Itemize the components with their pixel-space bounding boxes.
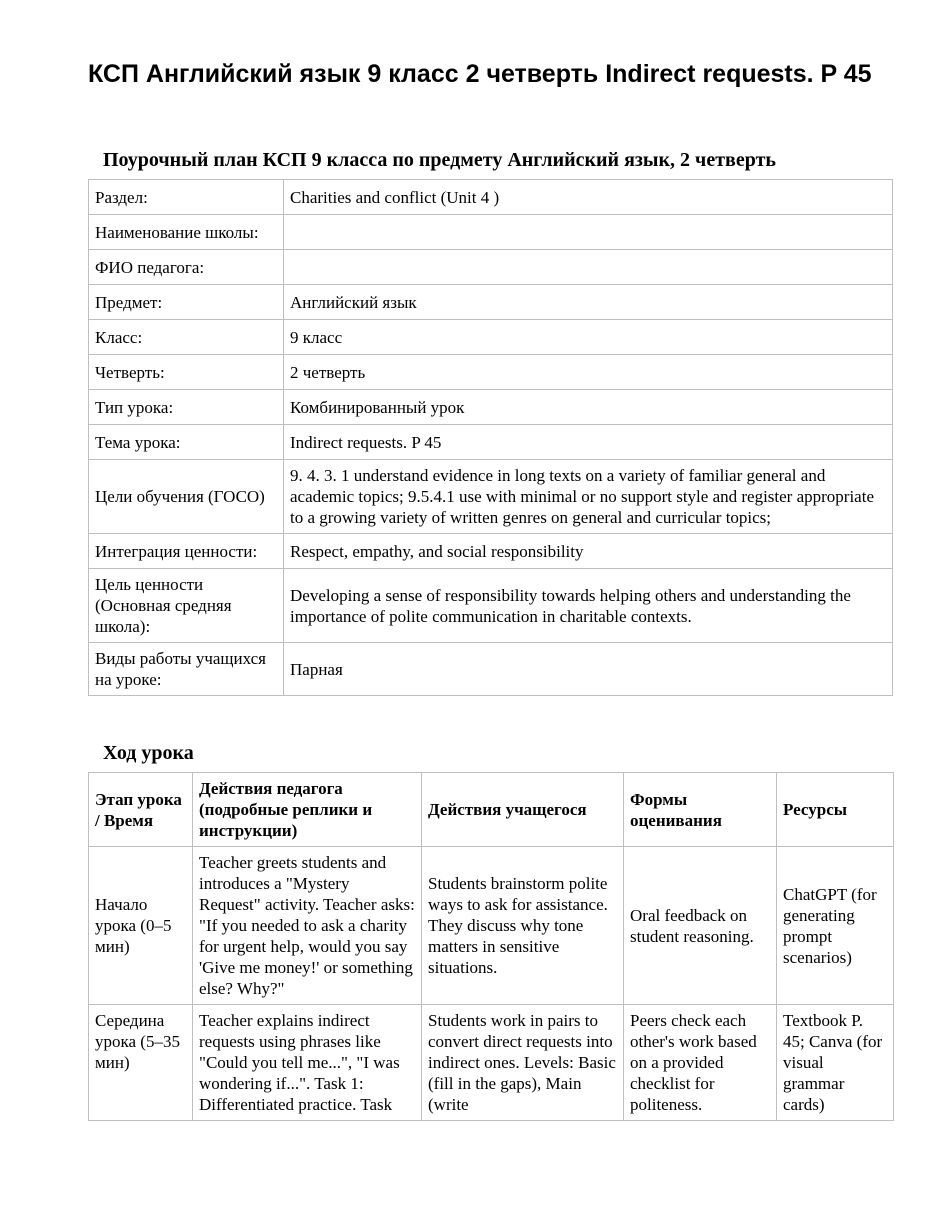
- info-label: Цель ценности (Основная средняя школа):: [89, 569, 284, 643]
- info-row: [89, 569, 893, 643]
- info-row: [89, 460, 893, 534]
- plan-heading: Поурочный план КСП 9 класса по предмету Английский язык, 2 четверть: [103, 149, 776, 171]
- info-value: Respect, empathy, and social responsibility: [284, 534, 893, 569]
- teacher-actions-cell: Teacher greets students and introduces a "Mystery Request" activity. Teacher asks: "If you needed to ask a charity for urgent help, would you say 'Give me money!' or something else? Why?": [193, 847, 422, 1005]
- info-value: [284, 215, 893, 250]
- table-header-row: [89, 773, 894, 847]
- info-value: 9. 4. 3. 1 understand evidence in long texts on a variety of familiar general and academic topics; 9.5.4.1 use with minimal or no support style and register appropriate to a growing variety of written genres on general and curricular topics;: [284, 460, 893, 534]
- table-row: [89, 1005, 894, 1121]
- lesson-info-table: [88, 179, 893, 696]
- column-header-student-actions: Действия учащегося: [422, 773, 624, 847]
- info-value: Парная: [284, 643, 893, 696]
- info-row: [89, 534, 893, 569]
- info-label: Наименование школы:: [89, 215, 284, 250]
- info-label: Интеграция ценности:: [89, 534, 284, 569]
- info-row: [89, 643, 893, 696]
- info-row: [89, 285, 893, 320]
- info-value: Английский язык: [284, 285, 893, 320]
- column-header-resources: Ресурсы: [777, 773, 894, 847]
- info-row: [89, 390, 893, 425]
- table-row: [89, 847, 894, 1005]
- lesson-progress-table: [88, 772, 894, 1121]
- info-value: Charities and conflict (Unit 4 ): [284, 180, 893, 215]
- lesson-progress-heading: Ход урока: [103, 742, 194, 764]
- assessment-cell: Peers check each other's work based on a provided checklist for politeness.: [624, 1005, 777, 1121]
- info-row: [89, 355, 893, 390]
- info-label: Виды работы учащихся на уроке:: [89, 643, 284, 696]
- info-label: ФИО педагога:: [89, 250, 284, 285]
- resources-cell: ChatGPT (for generating prompt scenarios): [777, 847, 894, 1005]
- column-header-assessment: Формы оценивания: [624, 773, 777, 847]
- info-row: [89, 215, 893, 250]
- info-value: Комбинированный урок: [284, 390, 893, 425]
- info-row: [89, 320, 893, 355]
- column-header-stage: Этап урока / Время: [89, 773, 193, 847]
- info-label: Раздел:: [89, 180, 284, 215]
- info-label: Четверть:: [89, 355, 284, 390]
- info-value: 2 четверть: [284, 355, 893, 390]
- resources-cell: Textbook P. 45; Canva (for visual grammar cards): [777, 1005, 894, 1121]
- info-row: [89, 250, 893, 285]
- stage-cell: Начало урока (0–5 мин): [89, 847, 193, 1005]
- document-title: КСП Английский язык 9 класс 2 четверть Indirect requests. P 45: [88, 60, 872, 88]
- column-header-teacher-actions: Действия педагога (подробные реплики и инструкции): [193, 773, 422, 847]
- info-value: [284, 250, 893, 285]
- info-label: Тип урока:: [89, 390, 284, 425]
- student-actions-cell: Students brainstorm polite ways to ask for assistance. They discuss why tone matters in sensitive situations.: [422, 847, 624, 1005]
- stage-cell: Середина урока (5–35 мин): [89, 1005, 193, 1121]
- info-label: Тема урока:: [89, 425, 284, 460]
- teacher-actions-cell: Teacher explains indirect requests using phrases like "Could you tell me...", "I was wondering if...". Task 1: Differentiated practice. Task: [193, 1005, 422, 1121]
- assessment-cell: Oral feedback on student reasoning.: [624, 847, 777, 1005]
- info-row: [89, 425, 893, 460]
- info-value: Developing a sense of responsibility towards helping others and understanding the importance of polite communication in charitable contexts.: [284, 569, 893, 643]
- info-label: Цели обучения (ГОСО): [89, 460, 284, 534]
- info-value: 9 класс: [284, 320, 893, 355]
- student-actions-cell: Students work in pairs to convert direct requests into indirect ones. Levels: Basic (fill in the gaps), Main (write: [422, 1005, 624, 1121]
- info-label: Предмет:: [89, 285, 284, 320]
- info-row: [89, 180, 893, 215]
- info-value: Indirect requests. P 45: [284, 425, 893, 460]
- info-label: Класс:: [89, 320, 284, 355]
